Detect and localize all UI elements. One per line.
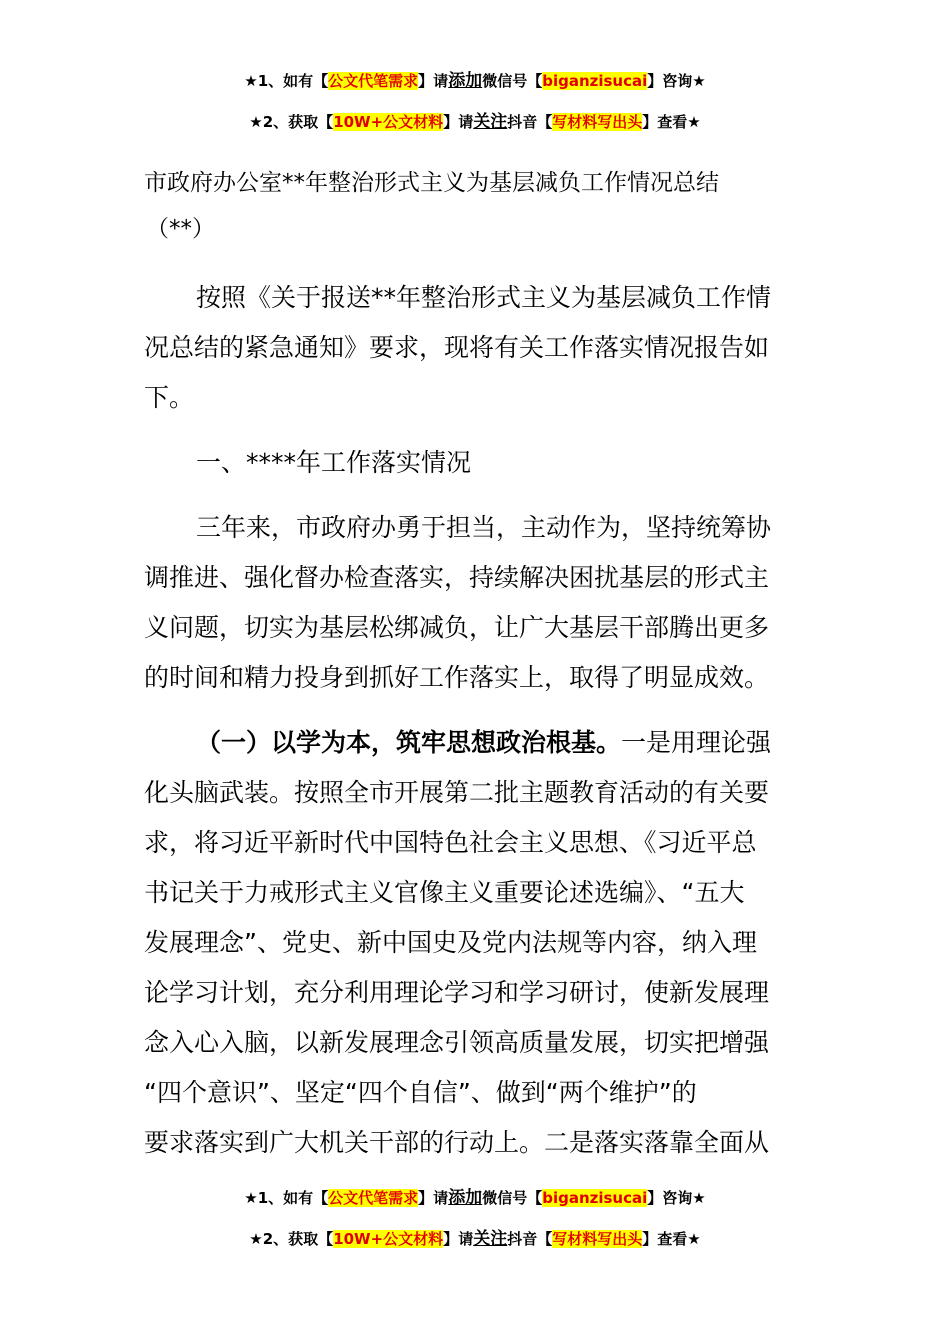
- banner-underline: 关注: [473, 1229, 508, 1249]
- document-title: 市政府办公室**年整治形式主义为基层减负工作情况总结: [144, 170, 719, 196]
- banner-underline: 添加: [448, 71, 483, 91]
- text-line: 发展理念”、党史、新中国史及党内法规等内容，纳入理: [144, 928, 757, 957]
- document-title-year: （**）: [146, 216, 215, 242]
- banner-text: 】咨询★: [647, 72, 706, 90]
- banner-text: 】查看★: [642, 113, 701, 131]
- banner-text: ★2、获取【: [249, 113, 334, 131]
- promo-banner-top-line2: [0, 111, 950, 133]
- section-body-paragraph: [144, 503, 808, 703]
- text-line: 调推进、强化督办检查落实，持续解决困扰基层的形式主: [144, 563, 770, 592]
- banner-text: 】请: [443, 1230, 474, 1248]
- banner-underline: 添加: [448, 1188, 483, 1208]
- text-line: 求，将习近平新时代中国特色社会主义思想、《习近平总: [144, 828, 757, 857]
- banner-highlight: biganzisucai: [542, 1189, 648, 1207]
- banner-highlight: 写材料写出头: [552, 113, 643, 131]
- text-line: 下。: [144, 383, 195, 412]
- text-line: 论学习计划，充分利用理论学习和学习研讨，使新发展理: [144, 978, 770, 1007]
- banner-text: 】请: [418, 72, 449, 90]
- text-line: 要求落实到广大机关干部的行动上。二是落实落靠全面从: [144, 1128, 770, 1157]
- text-line: “四个意识”、坚定“四个自信”、做到“两个维护”的: [144, 1078, 697, 1107]
- banner-text: 】请: [418, 1189, 449, 1207]
- text-line: 的时间和精力投身到抓好工作落实上，取得了明显成效。: [144, 663, 770, 692]
- banner-text: 微信号【: [482, 1189, 543, 1207]
- text-line: [144, 718, 808, 768]
- banner-highlight: 写材料写出头: [552, 1230, 643, 1248]
- banner-text: 抖音【: [507, 113, 553, 131]
- text-line: 况总结的紧急通知》要求，现将有关工作落实情况报告如: [144, 333, 770, 362]
- section-heading: [144, 438, 808, 488]
- section-heading-text: 一、****年工作落实情况: [196, 448, 472, 477]
- banner-text: 】查看★: [642, 1230, 701, 1248]
- text-line: 化头脑武装。按照全市开展第二批主题教育活动的有关要: [144, 778, 770, 807]
- banner-highlight: biganzisucai: [542, 72, 648, 90]
- banner-text: 】请: [443, 113, 474, 131]
- banner-underline: 关注: [473, 112, 508, 132]
- banner-text: 抖音【: [507, 1230, 553, 1248]
- banner-text: 微信号【: [482, 72, 543, 90]
- banner-highlight: 公文代笔需求: [328, 72, 419, 90]
- banner-text: ★1、如有【: [244, 1189, 329, 1207]
- banner-highlight: 10W+公文材料: [333, 1230, 444, 1248]
- banner-text: 】咨询★: [647, 1189, 706, 1207]
- promo-banner-bottom-line2: [0, 1228, 950, 1250]
- subsection-paragraph: [144, 718, 808, 1168]
- promo-banner-bottom-line1: [0, 1187, 950, 1209]
- banner-text: ★1、如有【: [244, 72, 329, 90]
- text-line: 念入心入脑，以新发展理念引领高质量发展，切实把增强: [144, 1028, 770, 1057]
- subsection-lead: 一是用理论强: [621, 728, 772, 757]
- banner-text: ★2、获取【: [249, 1230, 334, 1248]
- text-line: 三年来，市政府办勇于担当，主动作为，坚持统筹协: [196, 513, 772, 542]
- intro-paragraph: [144, 273, 808, 423]
- text-line: 书记关于力戒形式主义官像主义重要论述选编》、“五大: [144, 878, 745, 907]
- banner-highlight: 公文代笔需求: [328, 1189, 419, 1207]
- banner-highlight: 10W+公文材料: [333, 113, 444, 131]
- subsection-heading: （一）以学为本，筑牢思想政治根基。: [196, 728, 622, 757]
- promo-banner-top-line1: [0, 70, 950, 92]
- text-line: 义问题，切实为基层松绑减负，让广大基层干部腾出更多: [144, 613, 770, 642]
- text-line: 按照《关于报送**年整治形式主义为基层减负工作情: [196, 283, 772, 312]
